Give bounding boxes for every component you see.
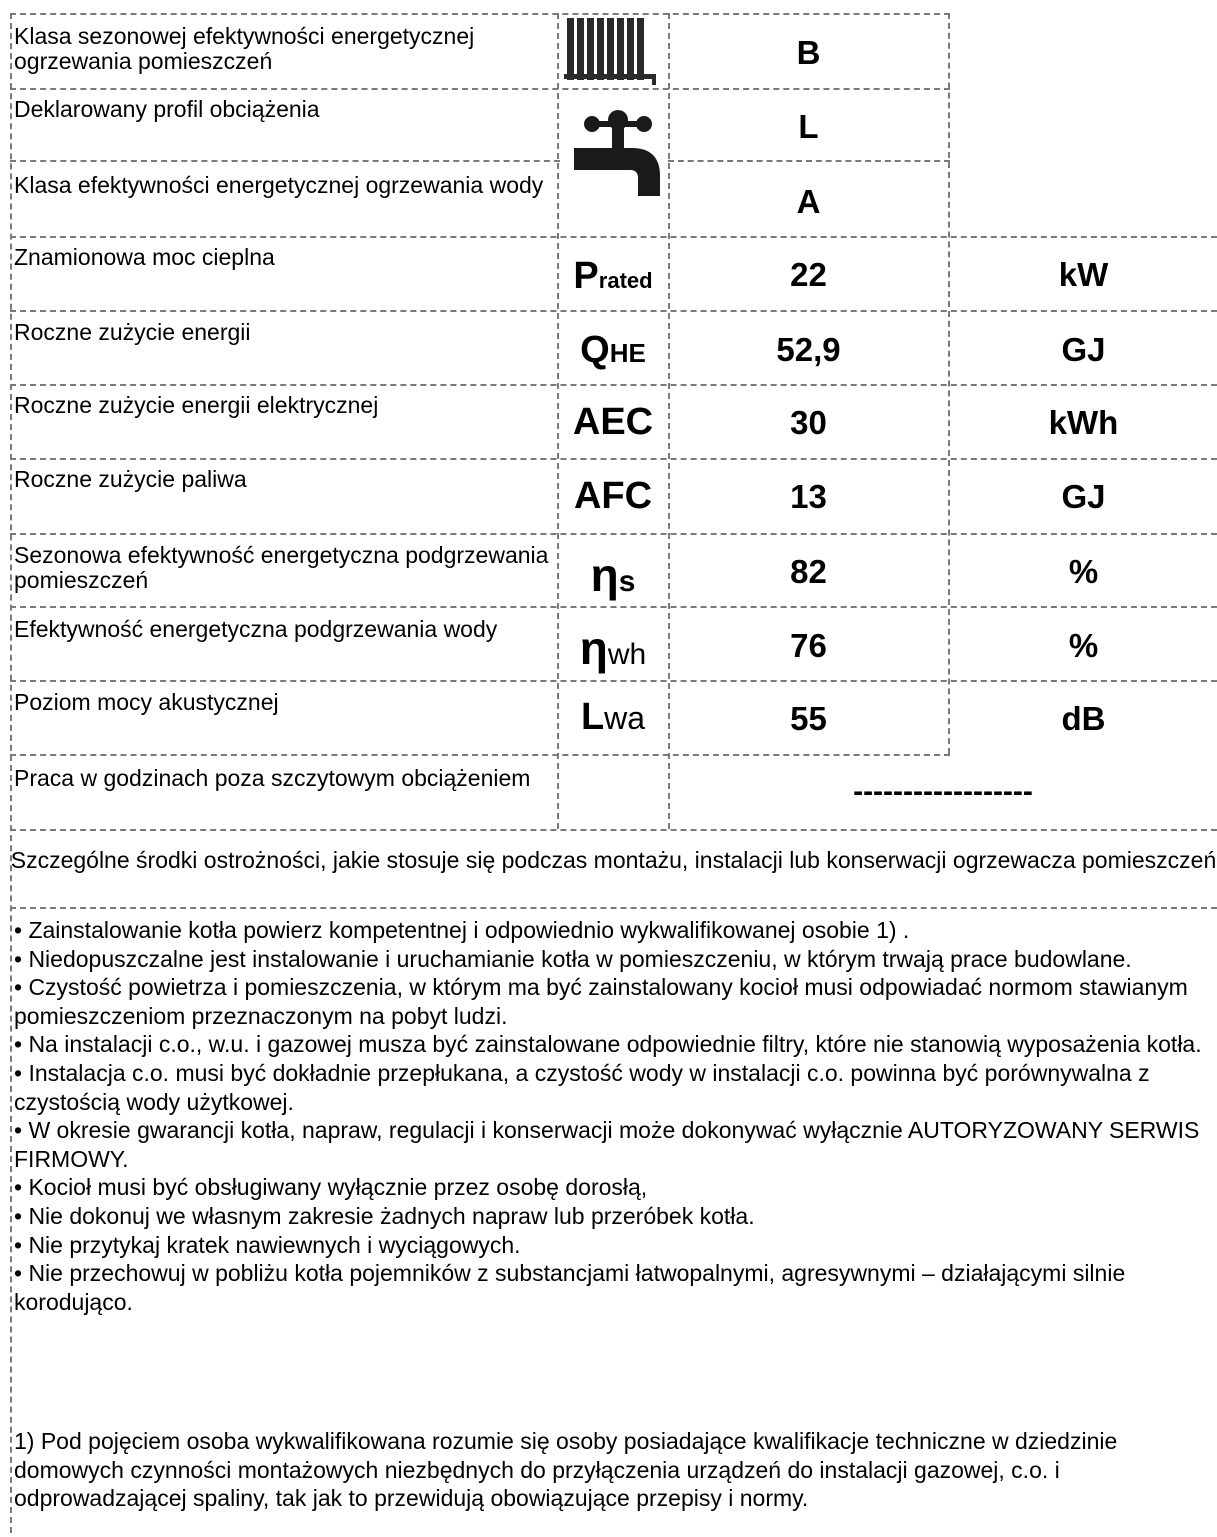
row-value: B [796,34,821,71]
symbol-eta-s [558,548,668,602]
list-item: • Niedopuszczalne jest instalowanie i uruchamianie kotła w pomieszczeniu, w którym trwają prace budowlane. [14,945,1132,972]
row-label: Deklarowany profil obciążenia [14,96,320,122]
grid-line [668,160,950,162]
row-value: 52,9 [776,331,841,368]
caution-title: Szczególne środki ostrożności, jakie stosuje się podczas montażu, instalacji lub konserwacji ogrzewacza pomieszczeń [10,847,1217,873]
list-item: • Zainstalowanie kotła powierz kompetentnej i odpowiednio wykwalifikowanej osobie 1) . [14,917,910,943]
row-unit: dB [1061,700,1106,737]
grid-line [10,236,1217,238]
symbol-sub: wa [604,700,646,736]
symbol-main: η [590,549,619,601]
row-value: 55 [790,700,827,737]
grid-line [10,13,12,1533]
row-unit: GJ [1061,331,1106,368]
radiator-icon [564,16,664,86]
list-item: • W okresie gwarancji kotła, napraw, regulacji i konserwacji może dokonywać wyłącznie AUTORYZOWANY SERWIS FIRMOWY. [14,1117,1200,1172]
grid-line [10,533,1217,535]
row-value-dashes: ------------------ [853,775,1033,808]
symbol-main: Q [580,329,610,371]
grid-line [10,680,1217,682]
symbol-afc [558,475,668,518]
list-item: • Czystość powietrza i pomieszczenia, w którym ma być zainstalowany kocioł musi odpowiadać normom stawianym pomieszczeniom przeznaczonym na pobyt ludzi. [14,974,1188,1029]
grid-line [10,907,1217,909]
grid-line [10,310,1217,312]
list-item: • Nie przechowuj w pobliżu kotła pojemników z substancjami łatwopalnymi, agresywnymi – działającymi silnie korodująco. [14,1260,1126,1315]
row-label: Roczne zużycie energii elektrycznej [14,392,379,418]
row-label: Efektywność energetyczna podgrzewania wody [14,616,498,642]
row-value: 76 [790,627,827,664]
row-label: Klasa efektywności energetycznej ogrzewania wody [14,172,544,198]
grid-line [10,829,1217,831]
row-value: 13 [790,478,827,515]
grid-line [10,606,1217,608]
row-value: 82 [790,553,827,590]
symbol-main: P [573,255,599,297]
symbol-p-rated [558,255,668,298]
list-item: • Nie przytykaj kratek nawiewnych i wyciągowych. [14,1231,521,1258]
row-unit: % [1068,553,1099,590]
grid-line [10,88,950,90]
row-label: Poziom mocy akustycznej [14,689,279,715]
grid-line [10,754,950,756]
symbol-sub: HE [609,338,646,368]
grid-line [10,458,1217,460]
symbol-sub: wh [607,638,647,671]
row-unit: GJ [1061,478,1106,515]
row-value: 22 [790,256,827,293]
grid-line [10,13,950,15]
row-label: Znamionowa moc cieplna [14,244,275,270]
symbol-lwa [558,696,668,739]
row-unit: % [1068,627,1099,664]
symbol-sub: s [618,565,636,598]
symbol-sub: rated [598,268,653,293]
water-tap-icon [572,108,664,200]
symbol-eta-wh [558,621,668,675]
list-item: • Kocioł musi być obsługiwany wyłącznie przez osobę dorosłą, [14,1174,648,1201]
symbol-main: AEC [572,401,654,443]
row-value: A [796,183,821,220]
row-label: Praca w godzinach poza szczytowym obciążeniem [14,765,531,791]
row-label: Sezonowa efektywność energetyczna podgrzewania pomieszczeń [14,542,549,593]
row-value: L [798,108,819,145]
footnote: 1) Pod pojęciem osoba wykwalifikowana rozumie się osoby posiadające kwalifikacje techniczne w dziedzinie domowych czynności montażowych niezbędnych do przyłączenia urządzeń do instalacji gazowej, c.o. i odprowadzającej spaliny, tak jak to przewidują obowiązujące przepisy i normy. [14,1428,1118,1512]
caution-list [14,916,1209,1316]
row-value: 30 [790,404,827,441]
grid-line [10,160,560,162]
list-item: • Instalacja c.o. musi być dokładnie przepłukana, a czystość wody w instalacji c.o. powinna być porównywalna z czystością wody użytkowej. [14,1059,1150,1115]
symbol-main: L [580,696,605,738]
grid-line [10,384,1217,386]
row-unit: kW [1058,256,1109,293]
symbol-aec [558,401,668,444]
row-unit: kWh [1048,404,1119,441]
symbol-main: AFC [573,475,653,517]
symbol-q-he [558,329,668,372]
row-label: Klasa sezonowej efektywności energetycznej ogrzewania pomieszczeń [14,23,475,74]
row-label: Roczne zużycie paliwa [14,466,247,492]
symbol-main: η [579,622,608,674]
row-label: Roczne zużycie energii [14,319,251,345]
list-item: • Nie dokonuj we własnym zakresie żadnych napraw lub przeróbek kotła. [14,1202,755,1229]
list-item: • Na instalacji c.o., w.u. i gazowej musza być zainstalowane odpowiednie filtry, które nie stanowią wyposażenia kotła. [14,1031,1202,1058]
